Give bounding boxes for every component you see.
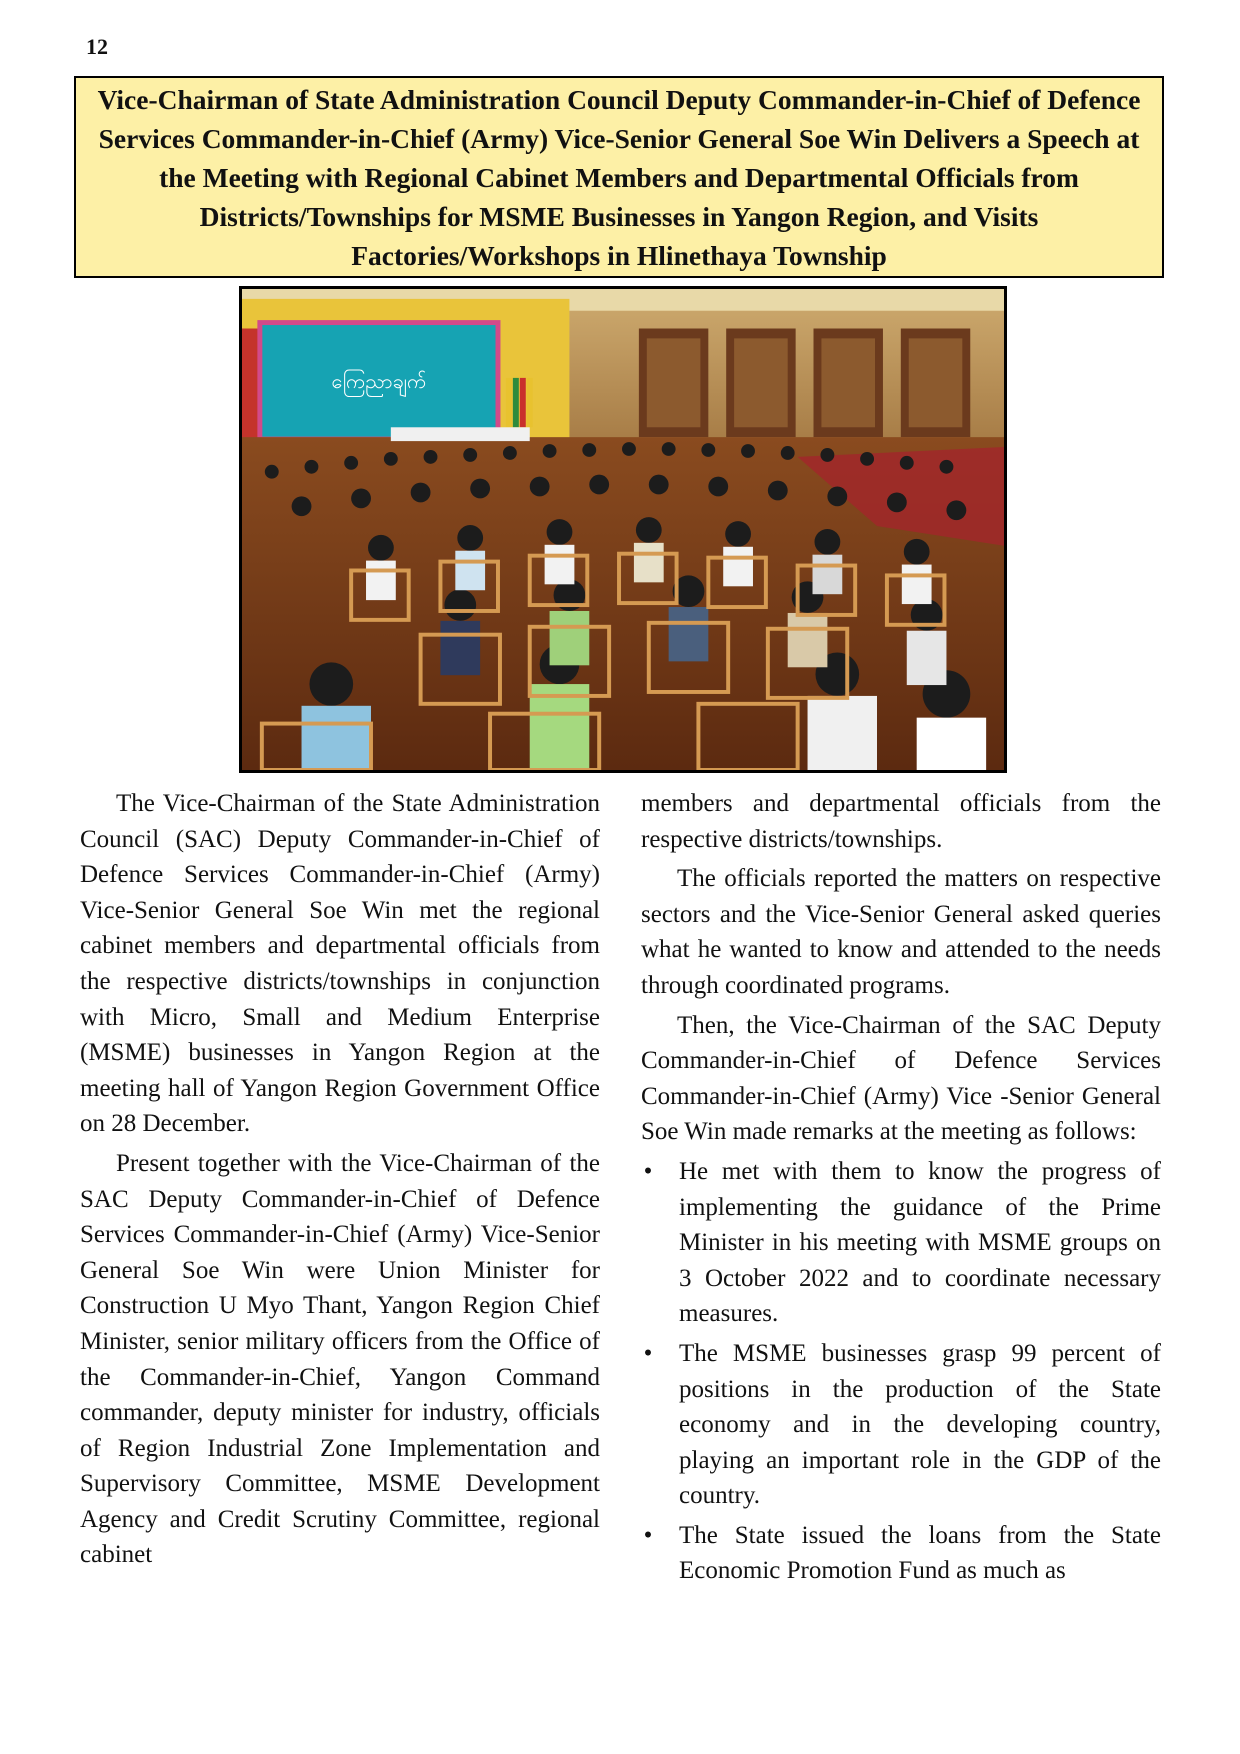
- paragraph: Then, the Vice-Chairman of the SAC Deputy Commander-in-Chief of Defence Services Commander-in-Chief (Army) Vice -Senior General Soe Win made remarks at the meeting as follows:: [641, 1011, 1161, 1146]
- paragraph: members and departmental officials from the respective districts/townships.: [641, 790, 1161, 853]
- list-item: [641, 1518, 1161, 1589]
- page-number: 12: [86, 34, 108, 59]
- meeting-photo: [239, 286, 1007, 773]
- paragraph: The Vice-Chairman of the State Administration Council (SAC) Deputy Commander-in-Chief of Defence Services Commander-in-Chief (Army) Vice-Senior General Soe Win met the regional cabinet members and departmental officials from the respective districts/townships in conjunction with Micro, Small and Medium Enterprise (MSME) businesses in Yangon Region at the meeting hall of Yangon Region Government Office on 28 December.: [80, 790, 600, 1138]
- list-item-text: He met with them to know the progress of implementing the guidance of the Prime Minister in his meeting with MSME groups on 3 October 2022 and to coordinate necessary measures.: [679, 1157, 1161, 1328]
- headline-box: [74, 76, 1164, 278]
- paragraph: The officials reported the matters on respective sectors and the Vice-Senior General asked queries what he wanted to know and attended to the needs through coordinated programs.: [641, 865, 1161, 999]
- bullet-icon: •: [643, 1339, 653, 1367]
- list-item: [641, 1154, 1161, 1332]
- bullet-icon: •: [643, 1521, 653, 1549]
- right-column: [641, 786, 1161, 1593]
- headline: Vice-Chairman of State Administration Council Deputy Commander-in-Chief of Defence Services Commander-in-Chief (Army) Vice-Senior General Soe Win Delivers a Speech at the Meeting with Regional Cabinet Members and Departmental Officials from Districts/Townships for MSME Businesses in Yangon Region, and Visits Factories/Workshops in Hlinethaya Township: [97, 83, 1141, 271]
- meeting-hall-illustration: [242, 289, 1004, 770]
- left-column: [80, 786, 600, 1577]
- list-item-text: The State issued the loans from the State Economic Promotion Fund as much as: [679, 1521, 1161, 1585]
- bullet-icon: •: [643, 1157, 653, 1185]
- paragraph: Present together with the Vice-Chairman of the SAC Deputy Commander-in-Chief of Defence Services Commander-in-Chief (Army) Vice-Senior General Soe Win were Union Minister for Construction U Myo Thant, Yangon Region Chief Minister, senior military officers from the Office of the Commander-in-Chief, Yangon Command commander, deputy minister for industry, officials of Region Industrial Zone Implementation and Supervisory Committee, MSME Development Agency and Credit Scrutiny Committee, regional cabinet: [80, 1149, 600, 1569]
- screen-caption: ကြေညာချက်: [331, 369, 427, 393]
- list-item-text: The MSME businesses grasp 99 percent of positions in the production of the State economy and in the developing country, playing an important role in the GDP of the country.: [679, 1339, 1161, 1510]
- remarks-list: [641, 1154, 1161, 1589]
- list-item: [641, 1336, 1161, 1514]
